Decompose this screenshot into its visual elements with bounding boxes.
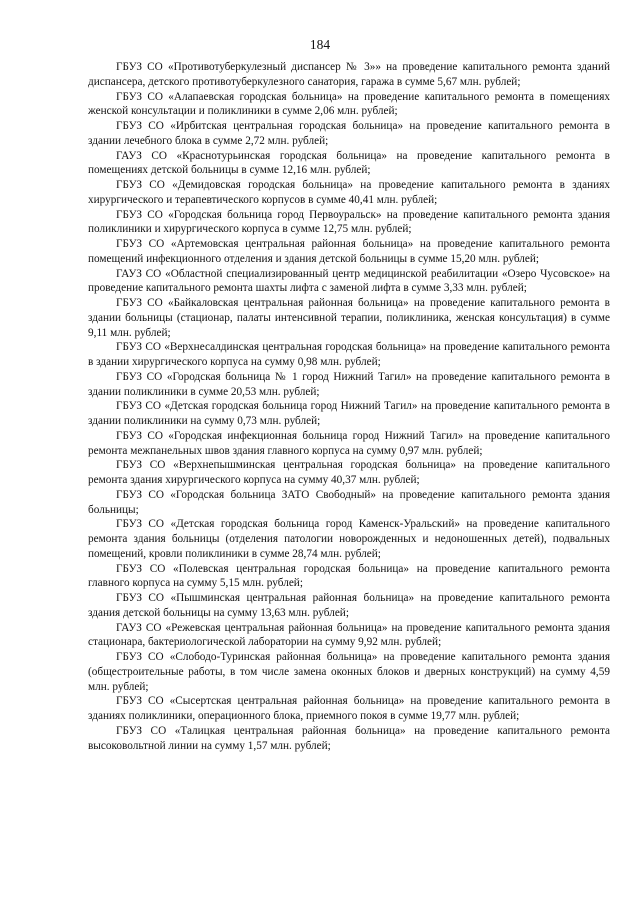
paragraph: ГБУЗ СО «Городская больница город Первоуральск» на проведение капитального ремонта здания поликлиники и хирургического корпуса в сумме 12,75 млн. рублей; [88, 208, 610, 236]
paragraph: ГБУЗ СО «Алапаевская городская больница» на проведение капитального ремонта в помещениях женской консультации и поликлиники в сумме 2,06 млн. рублей; [88, 90, 610, 118]
page-number: 184 [309, 37, 331, 52]
paragraph: ГБУЗ СО «Ирбитская центральная городская больница» на проведение капитального ремонта в здании лечебного блока в сумме 2,72 млн. рублей; [88, 120, 610, 147]
paragraph: ГБУЗ СО «Байкаловская центральная районная больница» на проведение капитального ремонта в здании больницы (стационар, палаты интенсивной терапии, поликлиника, женская консультация) в сумме 9,11 млн. рублей; [88, 297, 610, 339]
paragraph: ГБУЗ СО «Артемовская центральная районная больница» на проведение капитального ремонта помещений инфекционного отделения и здания детской больницы в сумме 15,20 млн. рублей; [88, 238, 610, 265]
paragraph: ГБУЗ СО «Противотуберкулезный диспансер № 3»» на проведение капитального ремонта зданий диспансера, детского противотуберкулезного санатория, гаража в сумме 5,67 млн. рублей; [88, 61, 610, 88]
paragraph: ГБУЗ СО «Городская больница ЗАТО Свободный» на проведение капитального ремонта здания больницы; [88, 488, 610, 516]
paragraph: ГБУЗ СО «Городская больница № 1 город Нижний Тагил» на проведение капитального ремонта в здании поликлиники в сумме 20,53 млн. рублей; [88, 370, 610, 398]
paragraph: ГБУЗ СО «Детская городская больница город Каменск-Уральский» на проведение капитального ремонта здания больницы (отделения патологии новорожденных и недоношенных детей), подвальных помещений, кровли поликлиники в сумме 28,74 млн. рублей; [88, 518, 610, 560]
paragraph: ГБУЗ СО «Верхнесалдинская центральная городская больница» на проведение капитального ремонта в здании хирургического корпуса на сумму 0,98 млн. рублей; [88, 341, 610, 368]
paragraph: ГБУЗ СО «Демидовская городская больница» на проведение капитального ремонта в зданиях хирургического и терапевтического корпусов в сумме 40,41 млн. рублей; [88, 179, 610, 206]
paragraph: ГБУЗ СО «Детская городская больница город Нижний Тагил» на проведение капитального ремонта в здании поликлиники на сумму 0,73 млн. рублей; [88, 400, 610, 427]
paragraph: ГБУЗ СО «Талицкая центральная районная больница» на проведение капитального ремонта высоковольтной линии на сумму 1,57 млн. рублей; [88, 724, 610, 752]
paragraph: ГБУЗ СО «Пышминская центральная районная больница» на проведение капитального ремонта здания детской больницы на сумму 13,63 млн. рублей; [88, 592, 610, 619]
paragraph: ГАУЗ СО «Режевская центральная районная больница» на проведение капитального ремонта здания стационара, бактериологической лаборатории на сумму 9,92 млн. рублей; [88, 621, 610, 649]
paragraph: ГБУЗ СО «Городская инфекционная больница город Нижний Тагил» на проведение капитального ремонта межпанельных швов здания главного корпуса на сумму 0,97 млн. рублей; [88, 429, 610, 457]
paragraph: ГБУЗ СО «Полевская центральная городская больница» на проведение капитального ремонта главного корпуса на сумму 5,15 млн. рублей; [88, 562, 610, 590]
paragraph: ГАУЗ СО «Краснотурьинская городская больница» на проведение капитального ремонта в помещениях детской больницы в сумме 12,16 млн. рублей; [88, 149, 610, 177]
document-body [88, 60, 610, 753]
paragraph: ГБУЗ СО «Слободо-Туринская районная больница» на проведение капитального ремонта здания (общестроительные работы, в том числе замена оконных блоков и дверных конструкций) на сумму 4,59 млн. рублей; [88, 651, 610, 693]
paragraph: ГБУЗ СО «Верхнепышминская центральная городская больница» на проведение капитального ремонта здания хирургического корпуса на сумму 40,37 млн. рублей; [88, 459, 610, 486]
paragraph: ГАУЗ СО «Областной специализированный центр медицинской реабилитации «Озеро Чусовское» на проведение капитального ремонта шахты лифта с заменой лифта в сумме 3,33 млн. рублей; [88, 267, 610, 295]
paragraph: ГБУЗ СО «Сысертская центральная районная больница» на проведение капитального ремонта в зданиях поликлиники, операционного блока, приемного покоя в сумме 19,77 млн. рублей; [88, 695, 610, 722]
